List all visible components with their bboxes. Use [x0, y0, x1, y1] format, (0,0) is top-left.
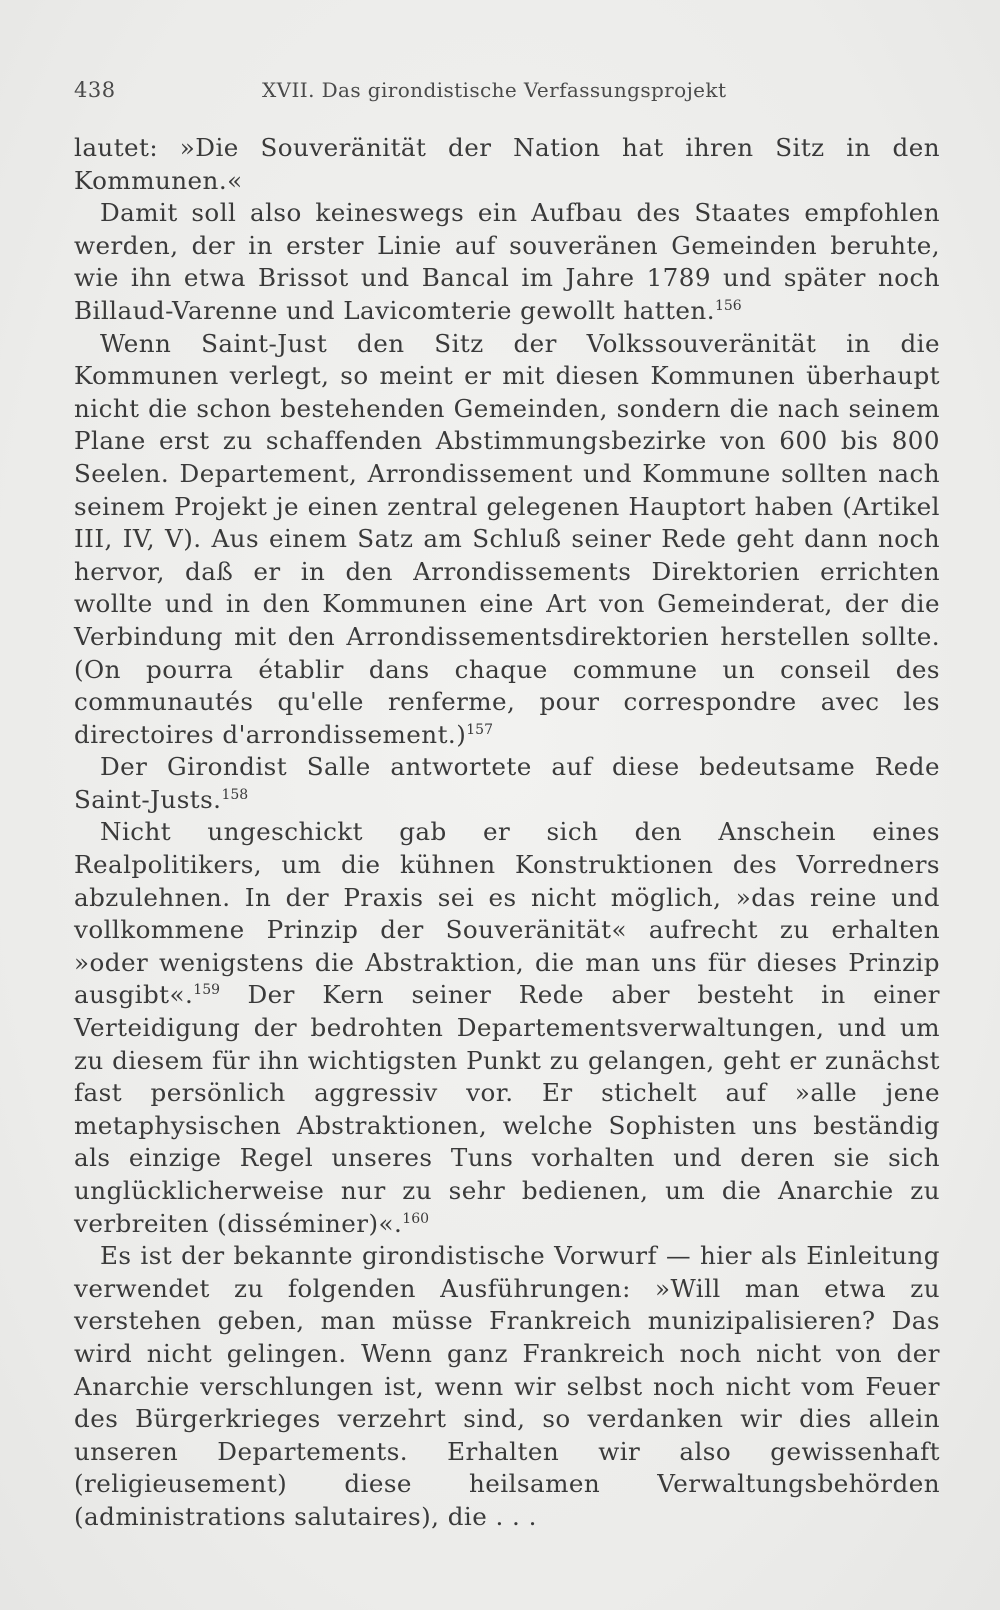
footnote-marker: 156: [714, 297, 742, 314]
footnote-marker: 160: [402, 1210, 430, 1227]
paragraph: [74, 816, 940, 1240]
footnote-marker: 159: [193, 982, 221, 999]
footnote-marker: 157: [466, 721, 493, 738]
running-title: XVII. Das girondistische Verfassungsprojekt: [262, 78, 727, 102]
paragraph-text: Es ist der bekannte girondistische Vorwurf — hier als Einleitung verwendet zu folgenden Ausführungen: »Will man etwa zu verstehen geben, man müsse Frankreich munizipalisieren? Das wird nicht gelingen. Wenn ganz Frankreich noch nicht von der Anarchie verschlungen ist, wenn wir selbst noch nicht vom Feuer des Bürgerkrieges verzehrt sind, so verdanken wir dies allein unseren Departements. Erhalten wir also gewissenhaft (religieusement) diese heilsamen Verwaltungsbehörden (administrations salutaires), die . . .: [74, 1241, 940, 1531]
paragraph-text: Wenn Saint-Just den Sitz der Volkssouveränität in die Kommunen verlegt, so meint er mit diesen Kommunen überhaupt nicht die schon bestehenden Gemeinden, sondern die nach seinem Plane erst zu schaffenden Abstimmungsbezirke von 600 bis 800 Seelen. Departement, Arrondissement und Kommune sollten nach seinem Projekt je einen zentral gelegenen Hauptort haben (Artikel III, IV, V). Aus einem Satz am Schluß seiner Rede geht dann noch hervor, daß er in den Arrondissements Direktorien errichten wollte und in den Kommunen eine Art von Gemeinderat, der die Verbindung mit den Arrondissementsdirektorien herstellen sollte. (On pourra établir dans chaque commune un conseil des communautés qu'elle renferme, pour correspondre avec les directoires d'arrondissement.): [74, 328, 940, 749]
paragraph: [74, 328, 940, 752]
paragraph: [74, 1240, 940, 1533]
body-text: [74, 132, 940, 1534]
page-header: [74, 78, 940, 112]
page-number: 438: [74, 78, 116, 102]
paragraph-text: lautet: »Die Souveränität der Nation hat ihren Sitz in den Kommunen.«: [74, 133, 940, 195]
paragraph: [74, 751, 940, 816]
paragraph-text: Nicht ungeschickt gab er sich den Anschein eines Realpolitikers, um die kühnen Konstruktionen des Vorredners abzulehnen. In der Praxis sei es nicht möglich, »das reine und vollkommene Prinzip der Souveränität« aufrecht zu erhalten »oder wenigstens die Abstraktion, die man uns für dieses Prinzip ausgibt«.: [74, 817, 940, 1010]
paragraph-text: Damit soll also keineswegs ein Aufbau des Staates empfohlen werden, der in erster Linie auf souveränen Gemeinden beruhte, wie ihn etwa Brissot und Bancal im Jahre 1789 und später noch Billaud-Varenne und Lavicomterie gewollt hatten.: [74, 198, 940, 325]
paragraph: [74, 132, 940, 197]
paragraph-text: Der Girondist Salle antwortete auf diese bedeutsame Rede Saint-Justs.: [74, 752, 940, 814]
paragraph-text: Der Kern seiner Rede aber besteht in einer Verteidigung der bedrohten Departementsverwaltungen, und um zu diesem für ihn wichtigsten Punkt zu gelangen, geht er zunächst fast persönlich aggressiv vor. Er stichelt auf »alle jene metaphysischen Abstraktionen, welche Sophisten uns beständig als einzige Regel unseres Tuns vorhalten und deren sie sich unglücklicherweise nur zu sehr bedienen, um die Anarchie zu verbreiten (disséminer)«.: [74, 980, 940, 1238]
footnote-marker: 158: [221, 786, 249, 803]
paragraph: [74, 197, 940, 327]
